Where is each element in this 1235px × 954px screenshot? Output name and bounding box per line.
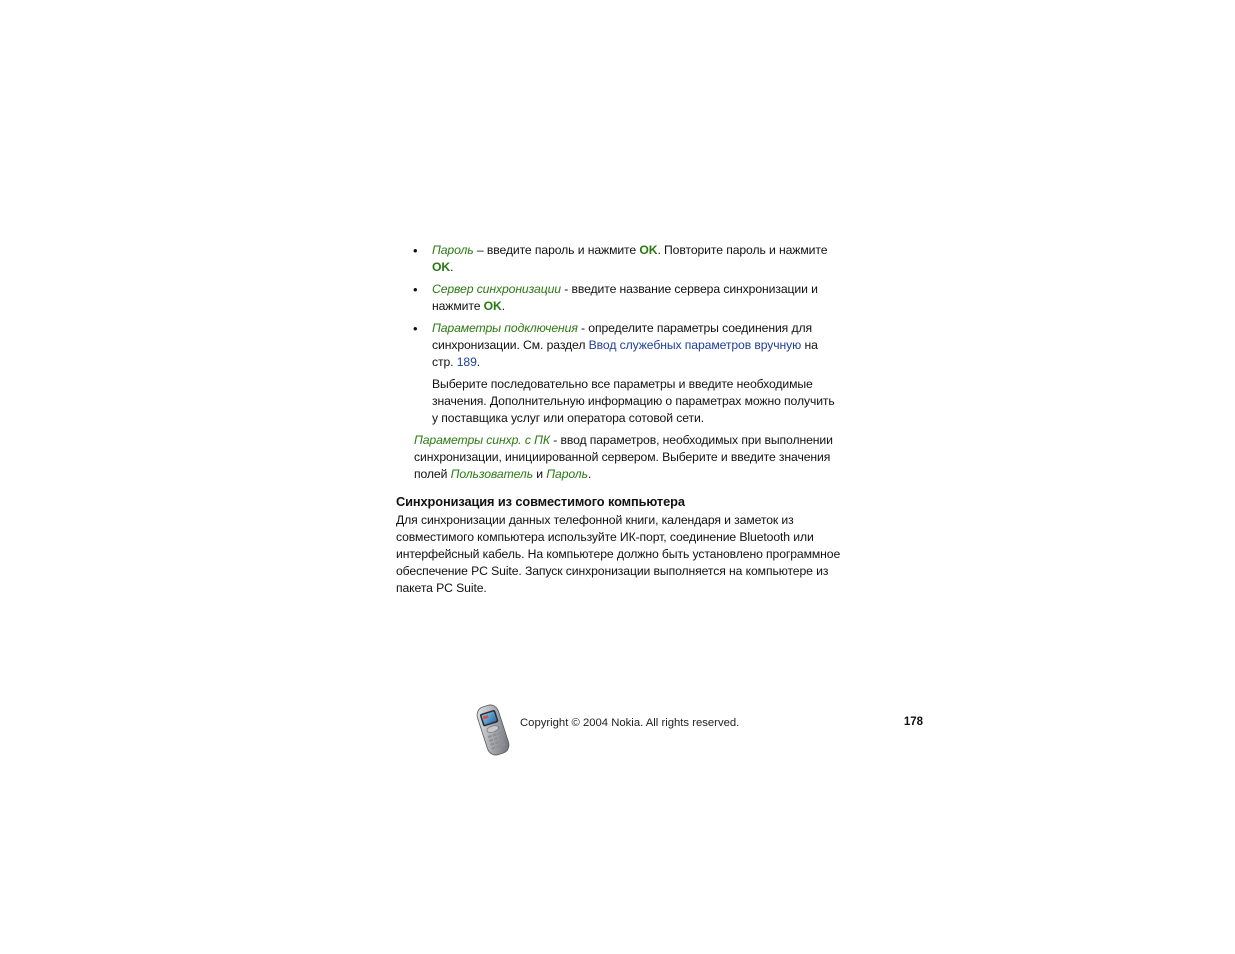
list-item-text: на стр. (432, 338, 818, 369)
page-reference-link[interactable]: 189 (456, 355, 477, 369)
list-item-text: . (501, 299, 506, 313)
list-item-text: - введите название сервера синхронизации и нажмите (432, 282, 818, 313)
bullet-icon: • (413, 282, 418, 297)
list-item-connection-settings (396, 320, 841, 371)
term-sync-server: Сервер синхронизации (432, 282, 561, 296)
paragraph-text: . (587, 467, 592, 481)
section-body: Для синхронизации данных телефонной книги, календаря и заметок из совместимого компьютера используйте ИК-порт, соединение Bluetooth или интерфейсный кабель. На компьютере должно быть установлено программное обеспечение PC Suite. Запуск синхронизации выполняется на компьютере из пакета PC Suite. (396, 513, 841, 595)
paragraph-text: - ввод параметров, необходимых при выполнении синхронизации, инициированной сервером. Выберите и введите значения полей (414, 433, 833, 481)
cross-reference-link[interactable]: Ввод служебных параметров вручную (588, 338, 802, 352)
list-item-text: – введите пароль и нажмите (473, 243, 640, 257)
term-connection-settings: Параметры подключения (432, 321, 578, 335)
list-item-text: . (450, 260, 454, 274)
bullet-icon: • (413, 321, 418, 336)
copyright-notice: Copyright © 2004 Nokia. All rights reserved. (520, 717, 740, 729)
list-item-text: . (476, 355, 481, 369)
section-heading: Синхронизация из совместимого компьютера (396, 494, 685, 509)
bullet-icon: • (413, 243, 418, 258)
ok-key-label: OK (639, 243, 658, 257)
page-number: 178 (903, 716, 923, 728)
paragraph-text: и (533, 467, 547, 481)
term-user: Пользователь (450, 467, 534, 481)
page-content (396, 242, 841, 597)
term-password: Пароль (546, 467, 588, 481)
list-item-sync-server (396, 281, 841, 315)
term-password: Пароль (432, 243, 474, 257)
pc-sync-paragraph (396, 432, 841, 483)
nokia-phone-icon (472, 703, 514, 757)
ok-key-label: OK (483, 299, 502, 313)
list-item-text: . Повторите пароль и нажмите (657, 243, 828, 257)
list-item-text: - определите параметры соединения для синхронизации. См. раздел (432, 321, 812, 352)
settings-note: Выберите последовательно все параметры и введите необходимые значения. Дополнительную информацию о параметрах можно получить у поставщика услуг или оператора сотовой сети. (432, 377, 835, 425)
term-pc-sync-settings: Параметры синхр. с ПК (414, 433, 550, 447)
page-footer (472, 703, 932, 757)
list-item-password (396, 242, 841, 276)
ok-key-label: OK (432, 260, 451, 274)
